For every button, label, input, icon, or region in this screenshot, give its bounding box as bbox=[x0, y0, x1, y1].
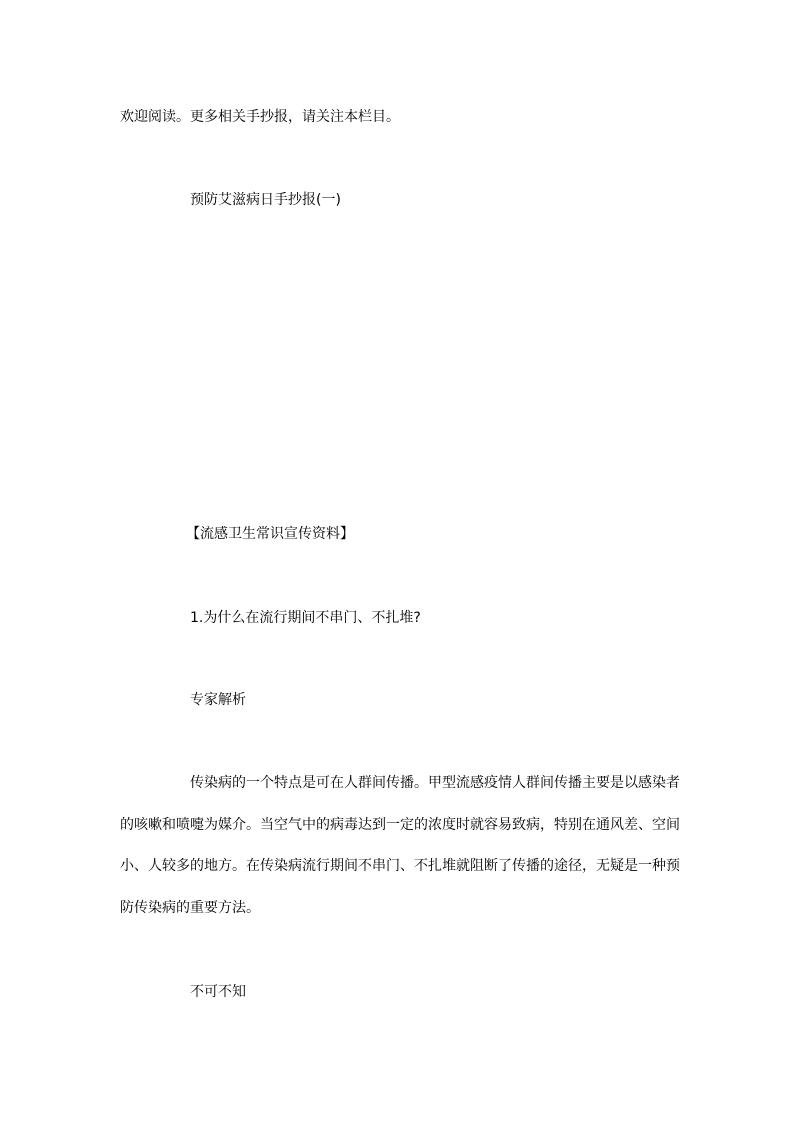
intro-text: 欢迎阅读。更多相关手抄报，请关注本栏目。 bbox=[120, 109, 400, 125]
section-heading: 【流感卫生常识宣传资料】 bbox=[186, 526, 354, 542]
paragraph-line: 防传染病的重要方法。 bbox=[120, 900, 260, 916]
article-subtitle: 预防艾滋病日手抄报(一) bbox=[190, 192, 341, 208]
expert-analysis-heading: 专家解析 bbox=[190, 692, 246, 708]
question-heading: 1.为什么在流行期间不串门、不扎堆? bbox=[190, 610, 421, 626]
paragraph-line: 小、人较多的地方。在传染病流行期间不串门、不扎堆就阻断了传播的途径，无疑是一种预 bbox=[120, 858, 680, 874]
must-know-heading: 不可不知 bbox=[190, 984, 246, 1000]
paragraph-line: 传染病的一个特点是可在人群间传播。甲型流感疫情人群间传播主要是以感染者 bbox=[190, 775, 680, 791]
paragraph-line: 的咳嗽和喷嚏为媒介。当空气中的病毒达到一定的浓度时就容易致病，特别在通风差、空间 bbox=[120, 817, 680, 833]
